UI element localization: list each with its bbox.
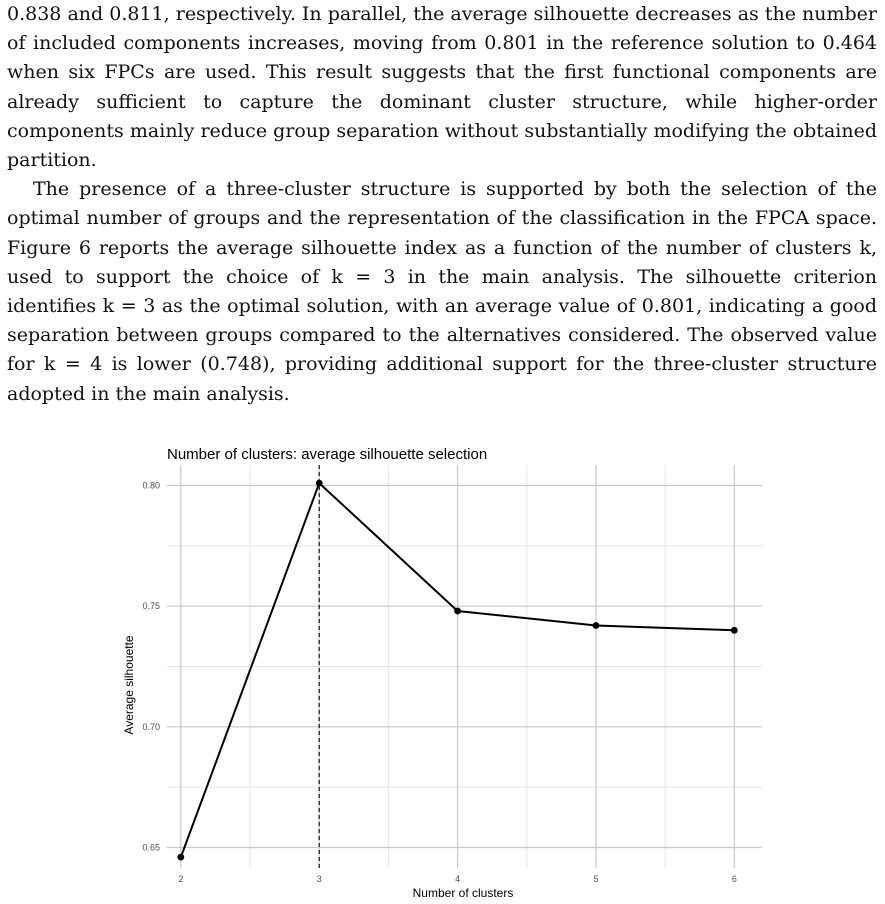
x-tick-label: 2 (178, 874, 184, 884)
x-axis-title: Number of clusters (412, 886, 514, 900)
y-tick-label: 0.80 (142, 480, 160, 491)
x-tick-label: 4 (455, 874, 461, 884)
data-point (731, 627, 738, 634)
data-point (177, 854, 184, 861)
data-point (316, 480, 323, 487)
x-tick-label: 5 (593, 874, 599, 884)
y-axis-title: Average silhouette (122, 635, 136, 735)
data-point (593, 622, 600, 629)
x-tick-label: 6 (731, 874, 737, 884)
data-point (454, 608, 461, 615)
y-tick-label: 0.65 (142, 842, 160, 853)
y-tick-label: 0.75 (142, 601, 160, 612)
body-text (7, 0, 877, 409)
y-axis-ticks (142, 481, 160, 853)
x-axis-ticks (178, 874, 737, 884)
y-tick-label: 0.70 (142, 721, 160, 732)
silhouette-chart (110, 440, 780, 904)
grid-lines (167, 465, 762, 868)
silhouette-figure (110, 440, 780, 904)
paragraph-1: 0.838 and 0.811, respectively. In parallel, the average silhouette decreases as the number of included components increases, moving from 0.801 in the reference solution to 0.464 when six FPCs are used. This result suggests that the first functional components are already sufficient to capture the dominant cluster structure, while higher-order components mainly reduce group separation without substantially modifying the obtained partition. (7, 3, 877, 172)
x-tick-label: 3 (316, 874, 322, 884)
paragraph-2: The presence of a three-cluster structure is supported by both the selection of the optimal number of groups and the representation of the classification in the FPCA space. Figure 6 reports the average silhouette index as a function of the number of clusters k, used to support the choice of k = 3 in the main analysis. The silhouette criterion identifies k = 3 as the optimal solution, with an average value of 0.801, indicating a good separation between groups compared to the alternatives considered. The observed value for k = 4 is lower (0.748), providing additional support for the three-cluster structure adopted in the main analysis. (7, 178, 877, 405)
plot-title: Number of clusters: average silhouette selection (167, 446, 488, 463)
